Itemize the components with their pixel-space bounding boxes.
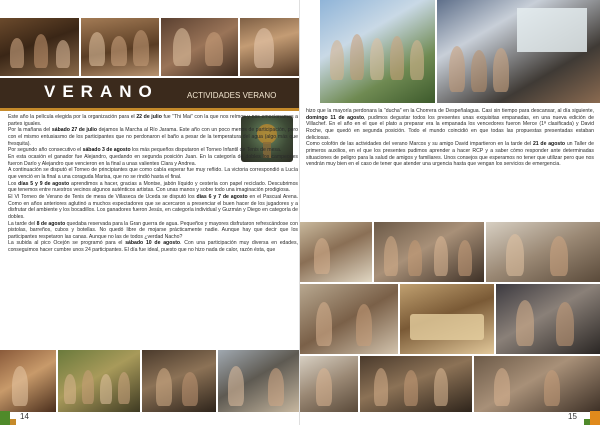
photo-water-war xyxy=(0,350,56,412)
photo-empanadas-table xyxy=(400,284,494,354)
paragraph-text: dejamos la Marcha al Río Jarama. Este año con un poco menos de participación, pero con el mismo entusiasmo de los participantes que no perdonaron el baño a pesar de la temperatura del agua (algo más que fresquita). xyxy=(8,127,298,147)
photo-first-aid-slides xyxy=(437,0,600,103)
article-paragraph xyxy=(8,194,298,221)
paragraph-text: El VI Torneo de Verano de Tenis de mesa de Villaseca de Uceda se disputó los xyxy=(8,193,197,200)
paragraph-text: . Con una participación muy diversa en edades, conseguimos hacer cumbre unos 24 participantes. El día fue ideal, puesto que no hizo nada de calor, razón ésta, que xyxy=(8,240,298,254)
photo-summit-group xyxy=(320,0,435,103)
paragraph-text: En esta ocasión el ganador fue Alejandro, quedando en segunda posición Juan. En la categoría de dobles los campeones fueron Darío y Alejandro que vencieron en la final a unas valientes Clara y Andrea. xyxy=(8,153,298,167)
paragraph-text: Este año la película elegida por la organización para el xyxy=(8,114,137,120)
photo-soap-making xyxy=(360,356,472,412)
paragraph-text: quedaba reservada para la Gran guerra de agua. Pequeños y mayores disfrutaron refrescándose con pistolas, barreños, cubos y botellas. No quedó libre de mojarse prácticamente nadie. Aunque hay que decir que los participantes respetaron las canas. Aunque no las de todos ¿verdad Nacho? xyxy=(8,220,298,240)
paragraph-text: fue “Thi Mai” con la que nos reímos y nos emocionamos a partes iguales. xyxy=(8,114,298,127)
article-paragraph xyxy=(8,181,298,194)
photo-basket-weaving xyxy=(474,356,600,412)
paragraph-text: en el Pascual Arena. Como en años anteriores aglutinó a muchos espectadores que se acercaron a presenciar el buen hacer de los jugadores y a disfrutar del ambiente y los bocadillos. Los ganadores fueron Jesús, en categoría individual y Guzmán y Diego en categoría de dobles. xyxy=(8,193,298,220)
article-paragraph xyxy=(8,240,298,253)
photo-kitchen-chef xyxy=(486,222,600,282)
section-title: VERANO xyxy=(44,82,159,101)
photo-workshop-detail xyxy=(300,356,358,412)
paragraph-text: aprendimos a hacer, gracias a Montse, jabón líquido y cestería con papel reciclado. Descubrimos que tenemos entre nuestros vecinos algunos auténticos artistas. Con unas manos y sobre todo una imaginación prodigiosa. xyxy=(8,180,299,194)
photo-cpr-practice xyxy=(300,222,372,282)
folio-square-left xyxy=(10,419,16,425)
article-paragraph xyxy=(8,167,298,180)
photo-cinema-audience xyxy=(0,18,79,76)
folio-square-right xyxy=(584,419,590,425)
highlighted-date: 21 de agosto xyxy=(532,141,566,148)
paragraph-text: un Taller de primeros auxilios, en el que los presentes pudimos aprender a hacer RCP y a saber cómo responder ante determinadas situaciones de peligro para la salud de amigos y familiares. Unos consejos que esperamos no tener que utilizar pero que nos vendrán muy bien en el caso de tener que atender una urgencia hasta que vengan los servicios de emergencia. xyxy=(306,141,594,168)
paragraph-text: hizo que la mayoría perdonara la “ducha” en la Chorrera de Despeñalagua. Casi sin tiempo para descansar, al día siguiente, xyxy=(306,108,594,114)
highlighted-date: sábado 27 de julio xyxy=(51,127,97,134)
photo-evening-event xyxy=(142,350,216,412)
photo-hiking-group xyxy=(58,350,140,412)
photo-table-tennis xyxy=(218,350,300,412)
article-paragraph xyxy=(8,147,298,154)
article-paragraph xyxy=(8,114,298,127)
paragraph-text: A continuación se disputó el Torneo de principiantes que como cabía esperar fue muy reñido. La victoria correspondió a Lucía que venció en la final a una coraguda Marisa, que no se rindió hasta el final. xyxy=(8,167,298,180)
highlighted-date: domingo 11 de agosto xyxy=(306,114,365,121)
article-paragraph xyxy=(306,141,594,168)
folio-marker-left xyxy=(0,411,10,425)
highlighted-date: días 6 y 7 de agosto xyxy=(196,193,248,200)
paragraph-text: Los xyxy=(8,180,19,187)
page-number-right: 15 xyxy=(568,412,577,421)
paragraph-text: Como colofón de las actividades del verano Marcos y su amigo David impartieron en la tarde del xyxy=(306,141,533,148)
left-article-text xyxy=(8,114,298,344)
banner-accent-line xyxy=(0,108,300,111)
highlighted-date: 22 de julio xyxy=(136,114,162,120)
right-page xyxy=(300,0,600,425)
paragraph-text: Por la mañana del xyxy=(8,127,52,134)
article-paragraph xyxy=(8,221,298,241)
photo-villachef-winners xyxy=(496,284,600,354)
photo-craft-workshop xyxy=(161,18,238,76)
paragraph-text: , pudimos degustar todos los presentes unas exquisitas empanadas, en una nueva edición de Villachef. En el año en el que el plato a preparar era la empanada los vencedores fueron Merce (1ª clasificada) y David Roche, que quedó en segunda posición. Todo el mundo coincidió en que todas las propuestas presentadas estaban deliciosas. xyxy=(306,114,594,141)
paragraph-text: Por segundo año consecutivo el xyxy=(8,147,83,154)
folio-marker-right xyxy=(590,411,600,425)
article-paragraph xyxy=(8,154,298,167)
highlighted-date: sábado 10 de agosto xyxy=(125,240,181,247)
highlighted-date: sábado 3 de agosto xyxy=(82,147,131,154)
photo-group-table xyxy=(81,18,159,76)
section-subtitle: ACTIVIDADES VERANO xyxy=(187,91,277,100)
photo-participants xyxy=(240,18,300,76)
paragraph-text: los más pequeños disputaron el Torneo Infantil de Tenis de mesa. xyxy=(130,147,282,154)
photo-cpr-group xyxy=(374,222,484,282)
paragraph-text: La subida al pico Ocejón se programó para el xyxy=(8,240,126,247)
article-paragraph xyxy=(306,108,594,141)
highlighted-date: 8 de agosto xyxy=(36,220,66,227)
paragraph-text: La tarde del xyxy=(8,220,37,227)
article-paragraph xyxy=(8,127,298,147)
page-number-left: 14 xyxy=(20,412,29,421)
right-article-text xyxy=(306,108,594,218)
highlighted-date: días 5 y 9 de agosto xyxy=(18,180,70,187)
photo-empanadas-contest xyxy=(300,284,398,354)
